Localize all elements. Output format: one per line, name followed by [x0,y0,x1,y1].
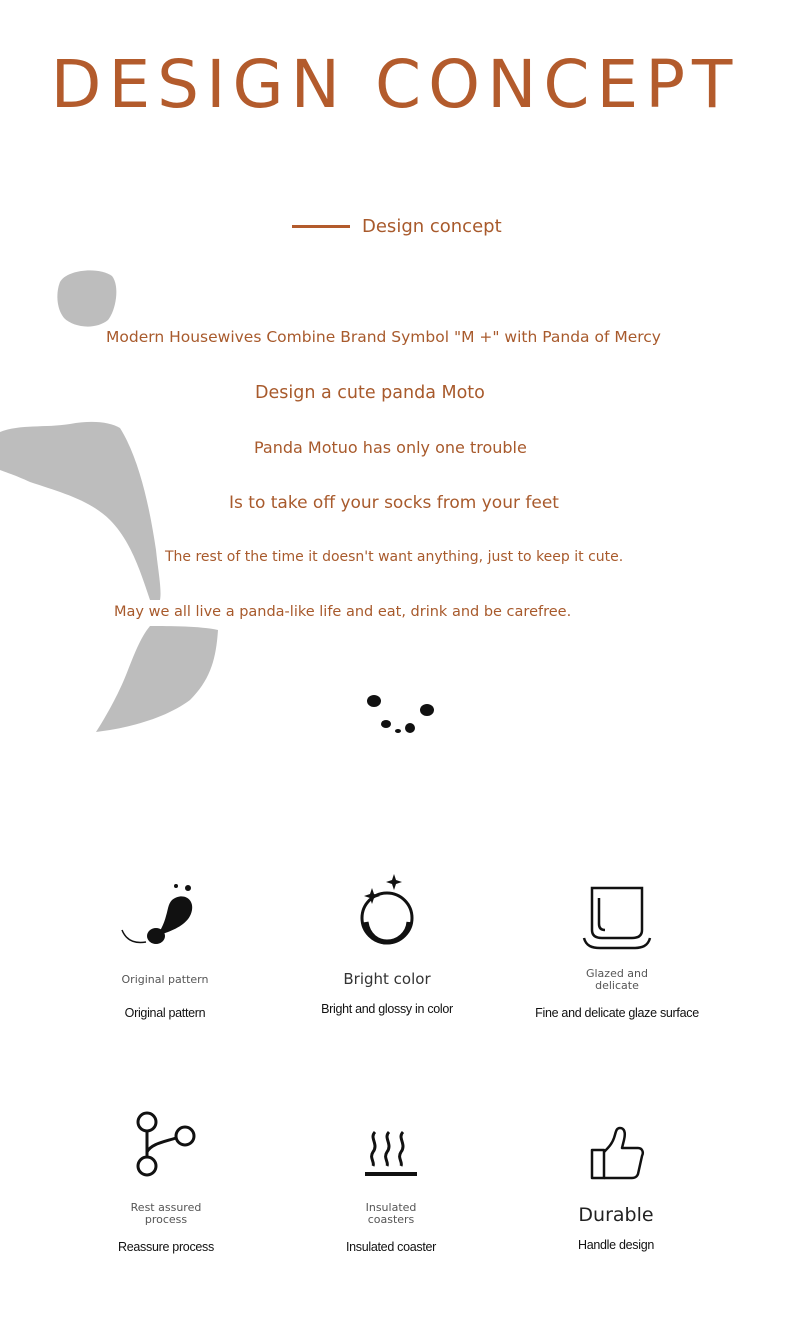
story-line-6: May we all live a panda-like life and eat, drink and be carefree. [114,604,572,620]
feature-caption: Glazed and delicate [585,967,649,992]
story-line-5: The rest of the time it doesn't want anything, just to keep it cute. [165,549,624,565]
ink-stroke-lower [96,626,218,732]
story-line-3: Panda Motuo has only one trouble [254,438,527,457]
feature-bright-color [272,870,502,1016]
feature-caption: Original pattern [121,973,209,986]
ink-blot [57,270,116,326]
sparkle-ring-icon [352,870,422,952]
story-line-2: Design a cute panda Moto [255,383,485,403]
feature-caption: Rest assured process [130,1201,202,1226]
feature-description: Insulated coaster [345,1240,437,1254]
page-title: DESIGN CONCEPT [50,46,740,123]
feature-glazed-delicate [502,884,732,1020]
section-label: Design concept [362,216,502,237]
cup-icon [582,884,652,950]
panda-brush-icon [120,872,210,952]
thumbs-up-icon [586,1124,646,1182]
feature-insulated [276,1124,506,1254]
feature-caption: Insulated coasters [365,1201,417,1226]
feature-description: Reassure process [118,1240,214,1254]
heading-dash [292,225,350,228]
feature-description: Fine and delicate glaze surface [535,1006,699,1020]
feature-description: Bright and glossy in color [321,1002,453,1016]
heat-waves-icon [361,1124,421,1180]
story-line-4: Is to take off your socks from your feet [229,493,559,513]
feature-caption: Bright color [343,970,431,988]
feature-durable [501,1124,731,1252]
feature-description: Handle design [577,1238,655,1252]
branch-icon [131,1108,201,1180]
panda-face-icon [364,692,438,738]
feature-original-pattern [50,872,280,1020]
section-heading [292,216,502,237]
feature-rest-assured [51,1108,281,1254]
story-line-1: Modern Housewives Combine Brand Symbol "M +" with Panda of Mercy [106,328,661,346]
feature-caption: Durable [578,1204,654,1226]
feature-description: Original pattern [124,1006,206,1020]
